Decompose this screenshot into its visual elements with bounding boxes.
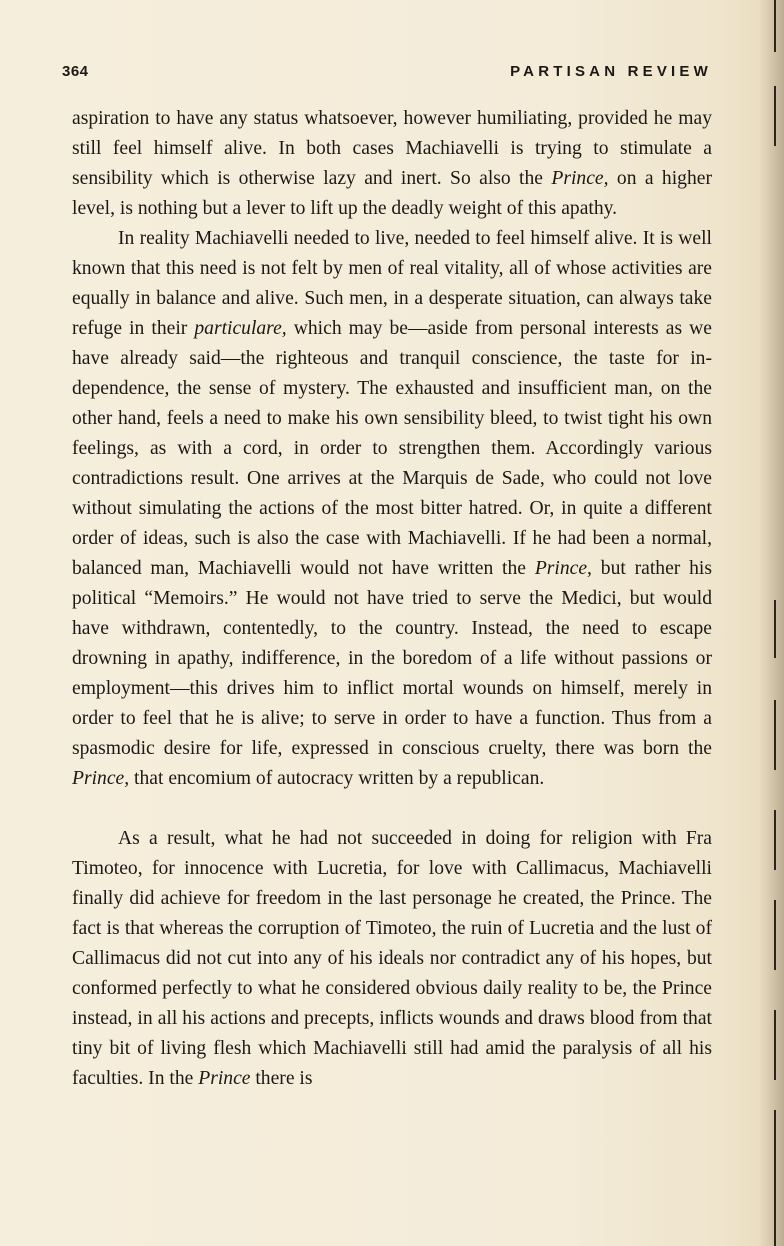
text-run: As a result, what he had not succeeded in doing for religion with Fra Timoteo, for innocence with Lucretia, for love with Callimacus, Machiavelli finally did achieve for freedom in the last personage he created, the Prince. The fact is that whereas the corruption of Timoteo, the ruin of Lucretia and the lust of Callimacus did not cut into any of his ideals nor contradict any of his hopes, but conformed perfectly to what he considered obvious daily reality to be, the Prince instead, in all his actions and precepts, inflicts wounds and draws blood from that tiny bit of living flesh which Machiavelli still had amid the paralysis of all his faculties. In the bbox=[72, 828, 712, 1089]
journal-title: PARTISAN REVIEW bbox=[510, 63, 712, 80]
paragraph-2 bbox=[72, 224, 712, 794]
page-edge-shadow bbox=[758, 0, 784, 1246]
text-run: aspiration to have any status whatsoever, however humiliating, provided he may still feel himself alive. In both cases Machiavelli is trying to stimulate a sensibility which is otherwise lazy and inert. So also the bbox=[72, 108, 712, 189]
text-run: which may be—aside from personal interests as we have already said—the righteous and tranquil conscience, the taste for independence, the sense of mystery. The exhausted and insufficient man, on the other hand, feels a need to make his own sensibility bleed, to twist tight his own feelings, as with a cord, in order to strengthen them. Accordingly various contradictions result. One arrives at the Marquis de Sade, who could not love without simulating the actions of the most bitter hatred. Or, in quite a different order of ideas, such is also the case with Machiavelli. If he had been a normal, balanced man, Machiavelli would not have written the bbox=[72, 318, 712, 579]
text-run: on a higher level, is nothing but a lever to lift up the deadly weight of this apathy. bbox=[72, 168, 712, 219]
edge-mark bbox=[774, 1010, 776, 1080]
italic-title: Prince, bbox=[551, 168, 609, 189]
paragraph-3 bbox=[72, 824, 712, 1094]
edge-mark bbox=[774, 900, 776, 970]
edge-mark bbox=[774, 700, 776, 770]
edge-mark bbox=[774, 1110, 776, 1246]
text-run: but rather his political “Memoirs.” He would not have tried to serve the Medici, but would have withdrawn, contentedly, to the country. Instead, the need to escape drowning in apathy, indifference, in the boredom of a life without passions or employment—this drives him to inflict mortal wounds on himself, merely in order to feel that he is alive; to serve in order to have a function. Thus from a spasmodic desire for life, expressed in conscious cruelty, there was born the bbox=[72, 558, 712, 759]
running-head bbox=[62, 63, 712, 87]
edge-mark bbox=[774, 86, 776, 146]
edge-mark bbox=[774, 810, 776, 870]
article-body bbox=[72, 104, 712, 1094]
italic-title: Prince, bbox=[534, 558, 592, 579]
italic-term: particulare, bbox=[194, 318, 287, 339]
edge-mark bbox=[774, 0, 776, 52]
text-run: that encomium of autocracy written by a republican. bbox=[129, 768, 545, 789]
page-number: 364 bbox=[62, 63, 89, 80]
italic-title: Prince bbox=[198, 1068, 251, 1089]
text-run: there is bbox=[250, 1068, 313, 1089]
text-run: In reality Machiavelli needed to live, needed to feel himself alive. It is well known that this need is not felt by men of real vitality, all of whose activities are equally in balance and alive. Such men, in a desperate situation, can always take refuge in their bbox=[72, 228, 712, 339]
edge-mark bbox=[774, 600, 776, 658]
paragraph-1 bbox=[72, 104, 712, 224]
italic-title: Prince, bbox=[72, 768, 130, 789]
